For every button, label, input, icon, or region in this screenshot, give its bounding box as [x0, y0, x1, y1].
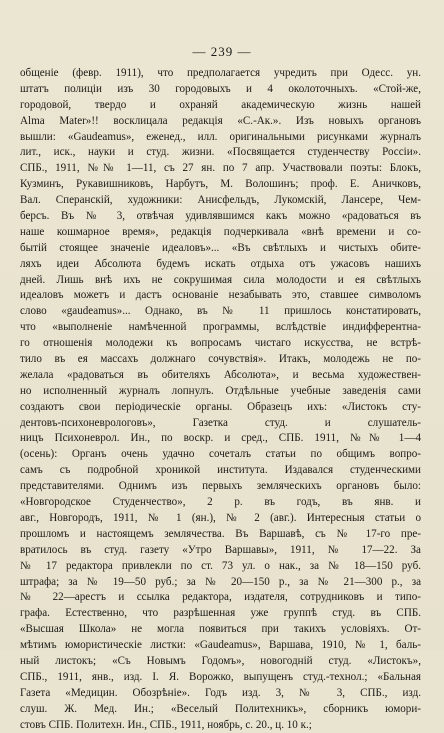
- text-line: но исполненный журналъ лопнулъ. Отдѣльные учебные заведенія сами: [20, 384, 421, 397]
- text-line: вышли: «Gaudeamus», еженед., илл. оригинальными рисунками журналъ: [20, 130, 421, 143]
- text-line: дентовъ-психоневрологовъ», Газетка студ. и слушатель-: [20, 416, 421, 429]
- text-line: Alma Mater»!! восклицала редакція «С.-Ак.». Изъ новыхъ органовъ: [20, 114, 421, 127]
- text-line: № 17 редактора привлекли по ст. 73 ул. о нак., за № 18—150 руб.: [20, 559, 421, 572]
- text-line: (осень): Органъ очень удачно сочеталъ статьи по общимъ вопро-: [20, 448, 421, 461]
- text-line: желала «радоваться въ обителяхъ Абсолюта», и весьма художествен-: [20, 368, 421, 381]
- text-line: слово «gaudeamus»... Однако, въ № 11 пришлось констатировать,: [20, 305, 421, 318]
- text-line: штатъ полиціи изъ 30 городовыхъ и 4 околоточныхъ. «Стой-же,: [20, 82, 421, 95]
- text-line: «Высшая Школа» не могла появиться при такихъ условіяхъ. От-: [20, 623, 421, 636]
- text-line: № 22—арестъ и ссылка редактора, издателя, сотрудниковъ и типо-: [20, 591, 421, 604]
- text-line: «Новгородское Студенчество», 2 р. въ годъ, въ янв. и: [20, 496, 421, 509]
- body-text: [20, 66, 421, 733]
- text-line: общеніе (февр. 1911), что предполагается учредить при Одесс. ун.: [20, 67, 421, 79]
- text-line: Кузминъ, Рукавишниковъ, Нарбутъ, М. Волошинъ; проф. Е. Аничковъ,: [20, 178, 421, 191]
- text-line: лит., иск., науки и студ. жизни. «Посвящается студенчеству Россіи».: [20, 146, 421, 159]
- text-line: самъ съ подробной хроникой института. Издавался студенческими: [20, 464, 421, 477]
- text-line: авг., Новгородъ, 1911, № 1 (ян.), № 2 (авг.). Интересныя статьи о: [20, 511, 421, 524]
- text-line: представителями. Однимъ изъ первыхъ земляческихъ органовъ было:: [20, 480, 421, 493]
- text-line: слуш. Ж. Мед. Ин.; «Веселый Политехникъ», сборникъ юмори-: [20, 702, 421, 715]
- text-line: СПБ., 1911, №№ 1—11, съ 27 ян. по 7 апр. Участвовали поэты: Блокъ,: [20, 162, 421, 175]
- text-line: го отношенія молодежи къ вопросамъ чистаго искусства, не встрѣ-: [20, 337, 421, 350]
- text-line: Газета «Медицин. Обозрѣніе». Годъ изд. 3, № 3, СПБ., изд.: [20, 686, 421, 699]
- text-line: что «выполненіе намѣченной программы, вслѣдствіе индифферентна-: [20, 321, 421, 334]
- text-line: берсъ. Въ № 3, отвѣчая удивлявшимся какъ можно «радоваться въ: [20, 210, 421, 223]
- text-line: Вал. Сперанскій, художники: Анисфельдъ, Лукомскій, Лансере, Чем-: [20, 194, 421, 207]
- text-line: вратилось въ студ. газету «Утро Варшавы», 1911, № 17—22. За: [20, 543, 421, 556]
- text-line: мѣтимъ юмористическіе листки: «Gaudeamus», Варшава, 1910, № 1, баль-: [20, 639, 421, 652]
- text-line: штрафа; за № 19—50 руб.; за № 20—150 р., за № 21—300 р., за: [20, 575, 421, 588]
- text-line: наше кошмарное время», редакція подчеркивала «внѣ времени и со-: [20, 225, 421, 238]
- text-line: городовой, твердо и охраняй академическую жизнь нашей: [20, 98, 421, 111]
- text-line: создаютъ свои періодическіе органы. Образецъ ихъ: «Листокъ сту-: [20, 400, 421, 413]
- text-line: тило въ ея массахъ должнаго сочувствія». Итакъ, молодежь не по-: [20, 353, 421, 366]
- text-line: дней. Лишь внѣ ихъ не сокрушимая сила молодости и ея свѣтлыхъ: [20, 273, 421, 286]
- text-line: ницъ Психоневрол. Ин., по воскр. и сред., СПБ. 1911, №№ 1—4: [20, 432, 421, 445]
- text-line: бытій стоящее значеніе идеаловъ»... «Въ свѣтлыхъ и чистыхъ обите-: [20, 241, 421, 254]
- text-line: прошломъ и настоящемъ землячества. Въ Варшавѣ, съ № 17-го пре-: [20, 527, 421, 540]
- text-line: идеаловъ можетъ и дастъ основаніе незабывать это, ставшее символомъ: [20, 289, 421, 302]
- text-line: ляхъ идеи Абсолюта будемъ искать отдыха отъ ужасовъ нашихъ: [20, 257, 421, 270]
- text-line: СПБ., 1911, янв., изд. І. Я. Ворожко, выпущенъ студ.-технол.; «Бальная: [20, 670, 421, 683]
- page-number: — 239 —: [192, 44, 252, 59]
- text-line: стовъ СПБ. Политехн. Ин., СПБ., 1911, ноябрь, с. 20., ц. 10 к.;: [20, 718, 312, 731]
- text-line: ный листокъ; «Съ Новымъ Годомъ», новогодній студ. «Листокъ»,: [20, 654, 421, 667]
- text-line: графа. Естественно, что разрѣшенная уже группѣ студ. въ СПБ.: [20, 607, 421, 620]
